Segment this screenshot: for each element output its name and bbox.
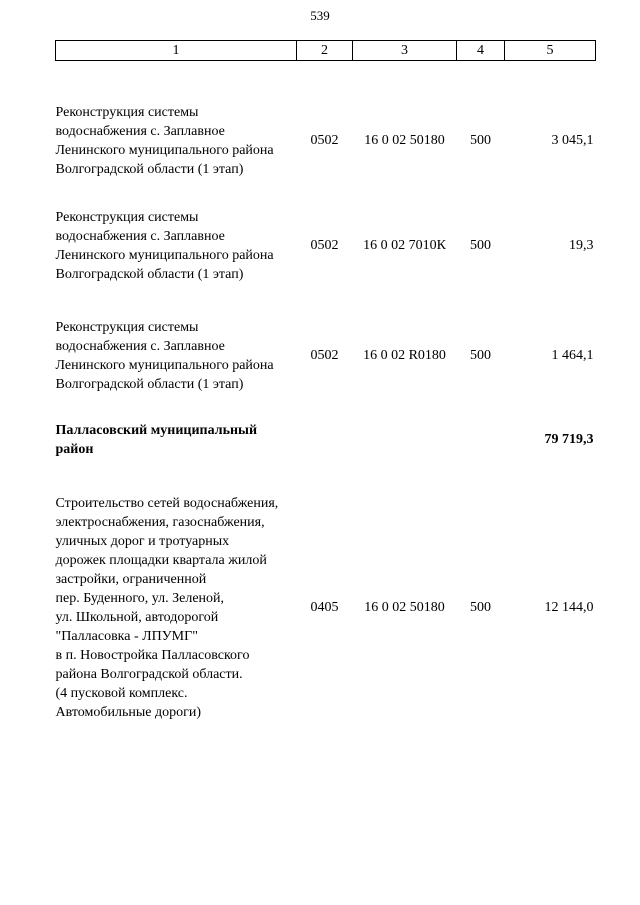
row-section-code xyxy=(297,411,353,469)
budget-table xyxy=(55,40,596,731)
row-name-line: водоснабжения с. Заплавное xyxy=(55,338,225,354)
row-name-line: пер. Буденного, ул. Зеленой, xyxy=(55,590,225,606)
row-name-line: электроснабжения, газоснабжения, xyxy=(55,514,265,530)
table-row xyxy=(56,469,596,731)
column-header-5: 5 xyxy=(505,41,596,61)
row-name-line: в п. Новостройка Палласовского xyxy=(55,647,250,663)
row-target-article xyxy=(353,411,457,469)
row-section-code: 0502 xyxy=(310,348,339,363)
row-expense-type: 500 xyxy=(470,600,491,615)
row-name-line: Палласовский муниципальный xyxy=(55,422,258,438)
row-name xyxy=(56,301,297,411)
row-name-line: Ленинского муниципального района xyxy=(55,247,274,263)
row-target-article: 16 0 02 50180 xyxy=(364,133,445,149)
row-target-article: 16 0 02 R0180 xyxy=(363,348,446,363)
row-amount: 79 719,3 xyxy=(544,432,594,447)
row-name-line: Волгоградской области (1 этап) xyxy=(55,376,244,392)
row-name xyxy=(56,61,297,191)
row-section-code: 0502 xyxy=(310,238,339,253)
column-header-1: 1 xyxy=(56,41,297,61)
row-amount: 1 464,1 xyxy=(551,348,594,363)
row-name-line: уличных дорог и тротуарных xyxy=(55,533,230,549)
row-expense-type: 500 xyxy=(470,348,491,363)
row-name-line: Реконструкция системы xyxy=(55,319,199,335)
row-name-line: район xyxy=(55,441,94,457)
row-amount: 12 144,0 xyxy=(544,600,594,615)
row-name-line: водоснабжения с. Заплавное xyxy=(55,228,225,244)
row-section-code: 0405 xyxy=(310,600,339,615)
row-name-line: Волгоградской области (1 этап) xyxy=(55,161,244,177)
page-number: 539 xyxy=(310,8,330,23)
row-name-line: района Волгоградской области. xyxy=(55,666,243,682)
row-target-article: 16 0 02 50180 xyxy=(364,600,445,615)
row-name-line: застройки, ограниченной xyxy=(55,571,207,587)
row-name-line: Ленинского муниципального района xyxy=(55,142,274,158)
row-name-line: Строительство сетей водоснабжения, xyxy=(55,495,279,511)
row-name-line: Волгоградской области (1 этап) xyxy=(55,266,244,282)
row-amount: 3 045,1 xyxy=(551,133,594,149)
row-name-line: "Палласовка - ЛПУМГ" xyxy=(55,628,198,644)
row-amount: 19,3 xyxy=(569,238,594,253)
row-name-line: Ленинского муниципального района xyxy=(55,357,274,373)
table-row xyxy=(56,191,596,301)
row-name-line: (4 пусковой комплекс. xyxy=(55,685,188,701)
row-name-line: ул. Школьной, автодорогой xyxy=(55,609,219,625)
row-name xyxy=(56,191,297,301)
table-row xyxy=(56,301,596,411)
table-header-row xyxy=(56,41,596,61)
row-expense-type xyxy=(457,411,505,469)
row-name-line: Автомобильные дороги) xyxy=(55,704,202,720)
row-name-line: дорожек площадки квартала жилой xyxy=(55,552,267,568)
row-target-article: 16 0 02 7010К xyxy=(363,238,446,253)
table-row xyxy=(56,61,596,191)
row-name-line: Реконструкция системы xyxy=(55,104,199,120)
row-expense-type: 500 xyxy=(470,133,491,149)
row-name xyxy=(56,411,297,469)
table-row-section-header xyxy=(56,411,596,469)
row-name-line: Реконструкция системы xyxy=(55,209,199,225)
column-header-4: 4 xyxy=(457,41,505,61)
row-section-code: 0502 xyxy=(310,133,339,149)
row-name-line: водоснабжения с. Заплавное xyxy=(55,123,225,139)
column-header-2: 2 xyxy=(297,41,353,61)
row-name xyxy=(56,469,297,731)
column-header-3: 3 xyxy=(353,41,457,61)
row-expense-type: 500 xyxy=(470,238,491,253)
